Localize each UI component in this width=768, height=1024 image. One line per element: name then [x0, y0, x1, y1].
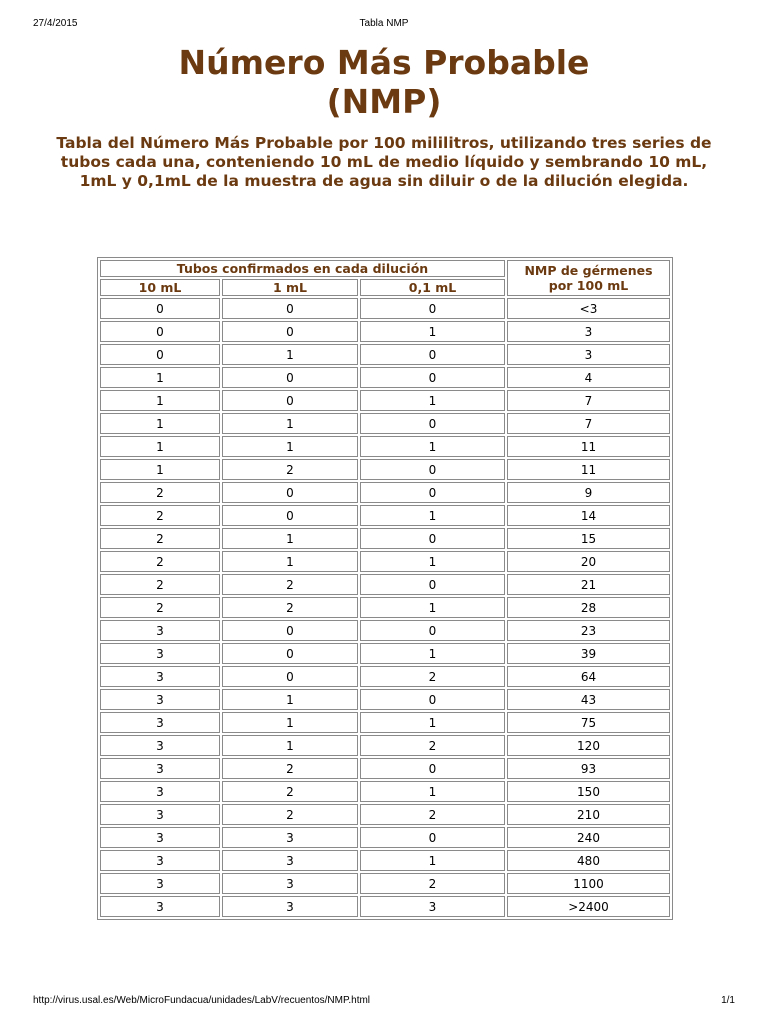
table-cell: 1	[360, 436, 505, 457]
table-cell: 64	[507, 666, 670, 687]
table-row	[100, 505, 670, 526]
table-cell: 93	[507, 758, 670, 779]
table-cell: 15	[507, 528, 670, 549]
table-cell: 1	[360, 505, 505, 526]
page-subtitle: Tabla del Número Más Probable por 100 mililitros, utilizando tres series de tubos cada una, conteniendo 10 mL de medio líquido y sembrando 10 mL, 1mL y 0,1mL de la muestra de agua sin diluir o de la dilución elegida.	[56, 134, 712, 190]
table-cell: 1	[360, 551, 505, 572]
table-cell: 1	[360, 850, 505, 871]
table-cell: 2	[100, 551, 220, 572]
table-cell: 3	[100, 735, 220, 756]
table-row	[100, 781, 670, 802]
table-cell: 0	[222, 505, 358, 526]
table-cell: 3	[222, 896, 358, 917]
table-row	[100, 298, 670, 319]
table-cell: 1	[222, 528, 358, 549]
table-row	[100, 482, 670, 503]
table-cell: <3	[507, 298, 670, 319]
table-cell: 2	[100, 482, 220, 503]
print-date: 27/4/2015	[33, 18, 78, 29]
table-cell: 2	[100, 528, 220, 549]
table-row	[100, 735, 670, 756]
table-cell: 3	[100, 712, 220, 733]
table-cell: 1	[100, 367, 220, 388]
column-header-10ml: 10 mL	[100, 279, 220, 296]
table-row	[100, 666, 670, 687]
table-cell: 0	[222, 321, 358, 342]
table-cell: 0	[360, 574, 505, 595]
table-cell: 39	[507, 643, 670, 664]
table-cell: 2	[360, 735, 505, 756]
table-cell: 0	[222, 298, 358, 319]
table-cell: 1	[360, 390, 505, 411]
group-header: Tubos confirmados en cada dilución	[100, 260, 505, 277]
table-cell: 1	[360, 712, 505, 733]
column-header-1ml: 1 mL	[222, 279, 358, 296]
table-cell: 3	[100, 804, 220, 825]
table-cell: 0	[360, 827, 505, 848]
table-cell: 1	[222, 344, 358, 365]
table-cell: 1	[360, 597, 505, 618]
table-cell: 9	[507, 482, 670, 503]
table-cell: 1	[100, 459, 220, 480]
table-cell: 0	[222, 620, 358, 641]
print-url: http://virus.usal.es/Web/MicroFundacua/unidades/LabV/recuentos/NMP.html	[33, 995, 371, 1006]
table-body	[100, 298, 670, 917]
nmp-table-container	[97, 257, 673, 914]
table-cell: 2	[100, 597, 220, 618]
table-cell: 2	[360, 804, 505, 825]
table-cell: 1	[222, 689, 358, 710]
table-cell: 20	[507, 551, 670, 572]
table-cell: 0	[100, 298, 220, 319]
table-row	[100, 321, 670, 342]
table-cell: 75	[507, 712, 670, 733]
table-cell: 2	[222, 574, 358, 595]
table-cell: 0	[360, 689, 505, 710]
table-cell: 1	[222, 551, 358, 572]
table-cell: 3	[360, 896, 505, 917]
table-row	[100, 873, 670, 894]
table-cell: 11	[507, 436, 670, 457]
table-cell: 210	[507, 804, 670, 825]
table-cell: 2	[222, 459, 358, 480]
table-cell: 1	[222, 413, 358, 434]
page-title-line2: (NMP)	[326, 82, 442, 121]
table-cell: 2	[222, 758, 358, 779]
table-cell: 0	[222, 666, 358, 687]
table-cell: 3	[100, 620, 220, 641]
table-row	[100, 804, 670, 825]
table-cell: 2	[100, 505, 220, 526]
table-row	[100, 620, 670, 641]
print-page-title: Tabla NMP	[359, 18, 409, 29]
nmp-table	[97, 257, 673, 920]
print-header	[0, 18, 768, 32]
table-cell: 3	[100, 873, 220, 894]
table-cell: 3	[222, 873, 358, 894]
table-cell: 0	[360, 620, 505, 641]
table-cell: 3	[100, 643, 220, 664]
table-row	[100, 459, 670, 480]
table-row	[100, 758, 670, 779]
table-cell: 0	[100, 321, 220, 342]
table-cell: 1100	[507, 873, 670, 894]
table-row	[100, 574, 670, 595]
table-cell: 1	[222, 436, 358, 457]
table-cell: 4	[507, 367, 670, 388]
table-cell: 21	[507, 574, 670, 595]
table-cell: 7	[507, 390, 670, 411]
table-row	[100, 827, 670, 848]
table-cell: 2	[222, 781, 358, 802]
table-row	[100, 597, 670, 618]
table-cell: 1	[360, 321, 505, 342]
table-cell: 0	[222, 367, 358, 388]
table-cell: 0	[360, 298, 505, 319]
table-cell: 2	[100, 574, 220, 595]
nmp-header-line1: NMP de gérmenes	[524, 263, 653, 278]
table-cell: 23	[507, 620, 670, 641]
table-cell: 3	[507, 344, 670, 365]
table-cell: 43	[507, 689, 670, 710]
table-cell: 2	[360, 873, 505, 894]
table-cell: 3	[222, 850, 358, 871]
page-title-line1: Número Más Probable	[178, 43, 590, 82]
page-title	[0, 43, 768, 121]
table-cell: 0	[360, 413, 505, 434]
table-row	[100, 896, 670, 917]
table-cell: 3	[100, 850, 220, 871]
table-cell: 3	[100, 827, 220, 848]
table-row	[100, 712, 670, 733]
table-cell: 0	[360, 344, 505, 365]
print-footer	[0, 995, 768, 1009]
table-cell: 7	[507, 413, 670, 434]
table-cell: 14	[507, 505, 670, 526]
table-cell: 0	[222, 643, 358, 664]
table-row	[100, 643, 670, 664]
table-row	[100, 413, 670, 434]
table-row	[100, 367, 670, 388]
table-cell: 3	[100, 666, 220, 687]
table-cell: 0	[360, 482, 505, 503]
table-cell: 0	[222, 482, 358, 503]
table-row	[100, 436, 670, 457]
table-cell: 3	[100, 758, 220, 779]
table-cell: 1	[360, 643, 505, 664]
table-cell: 150	[507, 781, 670, 802]
table-cell: 1	[222, 712, 358, 733]
table-cell: 2	[222, 804, 358, 825]
table-row	[100, 528, 670, 549]
table-cell: 2	[360, 666, 505, 687]
table-cell: 0	[360, 367, 505, 388]
table-cell: 11	[507, 459, 670, 480]
table-cell: 3	[100, 781, 220, 802]
table-cell: 0	[360, 528, 505, 549]
table-row	[100, 390, 670, 411]
print-page-count: 1/1	[721, 995, 735, 1006]
table-cell: 480	[507, 850, 670, 871]
table-cell: 3	[222, 827, 358, 848]
table-cell: 28	[507, 597, 670, 618]
nmp-header	[507, 260, 670, 296]
table-cell: 1	[360, 781, 505, 802]
column-header-01ml: 0,1 mL	[360, 279, 505, 296]
table-cell: 0	[222, 390, 358, 411]
table-cell: 0	[360, 459, 505, 480]
table-cell: 3	[100, 896, 220, 917]
table-cell: 3	[507, 321, 670, 342]
table-cell: 240	[507, 827, 670, 848]
table-cell: 1	[100, 413, 220, 434]
table-cell: >2400	[507, 896, 670, 917]
table-cell: 1	[222, 735, 358, 756]
table-row	[100, 689, 670, 710]
table-row	[100, 344, 670, 365]
table-cell: 2	[222, 597, 358, 618]
table-cell: 1	[100, 390, 220, 411]
table-cell: 0	[100, 344, 220, 365]
table-cell: 120	[507, 735, 670, 756]
nmp-header-line2: por 100 mL	[548, 278, 629, 293]
table-row	[100, 850, 670, 871]
table-cell: 1	[100, 436, 220, 457]
table-row	[100, 551, 670, 572]
table-cell: 3	[100, 689, 220, 710]
table-cell: 0	[360, 758, 505, 779]
table-header-row	[100, 260, 670, 277]
